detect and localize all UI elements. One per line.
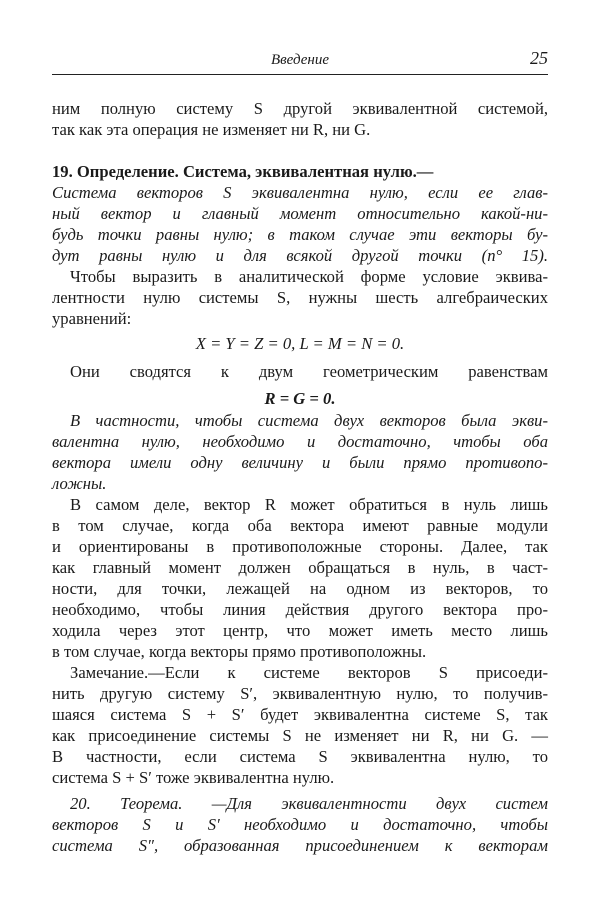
text-line: Они сводятся к двум геометрическим равенствам <box>70 362 548 381</box>
paragraph-special-case <box>52 410 548 788</box>
page-number: 25 <box>530 48 548 68</box>
text-line: В самом деле, вектор R может обратиться в нуль лишь <box>70 495 548 514</box>
text-line: ходила через этот центр, что может иметь место лишь <box>52 621 548 640</box>
text-line: и ориентированы в противоположные стороны. Далее, так <box>52 537 548 556</box>
equation-1: X = Y = Z = 0, L = M = N = 0. <box>195 334 405 353</box>
header-title: Введение <box>271 52 329 68</box>
text-line: Чтобы выразить в аналитической форме условие эквива- <box>70 267 548 286</box>
text-line: шаяся система S + S′ будет эквивалентна системе S, так <box>52 705 548 724</box>
text-line: нить другую систему S′, эквивалентную нулю, то получив- <box>52 684 548 703</box>
theorem-line: 20. Теорема. —Для эквивалентности двух систем <box>70 794 548 813</box>
theorem-line: система S″, образованная присоединением к векторам <box>52 836 548 855</box>
equation-2: R = G = 0. <box>264 389 336 408</box>
definition-line: будь точки равны нулю; в таком случае эти векторы бу- <box>52 225 548 244</box>
section-19 <box>52 161 548 413</box>
text-line: в том случае, когда оба вектора имеют равные модули <box>52 516 548 535</box>
running-header <box>52 48 548 72</box>
text-line: ложны. <box>52 474 107 493</box>
text-line: ности, для точки, лежащей на одном из векторов, то <box>52 579 548 598</box>
text-line: уравнений: <box>52 309 132 328</box>
text-line: В частности, чтобы система двух векторов была экви- <box>70 411 548 430</box>
text-line: необходимо, чтобы линия действия другого вектора про- <box>52 600 548 619</box>
remark-line: Замечание.—Если к системе векторов S присоеди- <box>70 663 548 682</box>
theorem-line: векторов S и S′ необходимо и достаточно, чтобы <box>52 815 548 834</box>
text-line: система S + S′ тоже эквивалентна нулю. <box>52 768 335 787</box>
text-line: как присоединение системы S не изменяет ни R, ни G. — <box>52 726 548 745</box>
definition-line: Система векторов S эквивалентна нулю, если ее глав- <box>52 183 548 202</box>
section-20 <box>52 793 548 856</box>
text-line: в том случае, когда векторы прямо противоположны. <box>52 642 427 661</box>
text-line: как главный момент должен обращаться в нуль, в част- <box>52 558 548 577</box>
text-line: ним полную систему S другой эквивалентной системой, <box>52 99 548 118</box>
definition-line: ный вектор и главный момент относительно какой-ни- <box>52 204 548 223</box>
text-line: вектора имели одну величину и были прямо противопо- <box>52 453 548 472</box>
text-line: лентности нулю системы S, нужны шесть алгебраических <box>52 288 548 307</box>
section-19-heading: 19. Определение. Система, эквивалентная нулю.— <box>52 162 434 181</box>
header-rule <box>52 74 548 75</box>
definition-line: дут равны нулю и для всякой другой точки (n° 15). <box>52 246 548 265</box>
text-line: так как эта операция не изменяет ни R, ни G. <box>52 120 371 139</box>
text-line: В частности, если система S эквивалентна нулю, то <box>52 747 548 766</box>
text-line: валентна нулю, необходимо и достаточно, чтобы оба <box>52 432 548 451</box>
continued-paragraph <box>52 98 548 140</box>
